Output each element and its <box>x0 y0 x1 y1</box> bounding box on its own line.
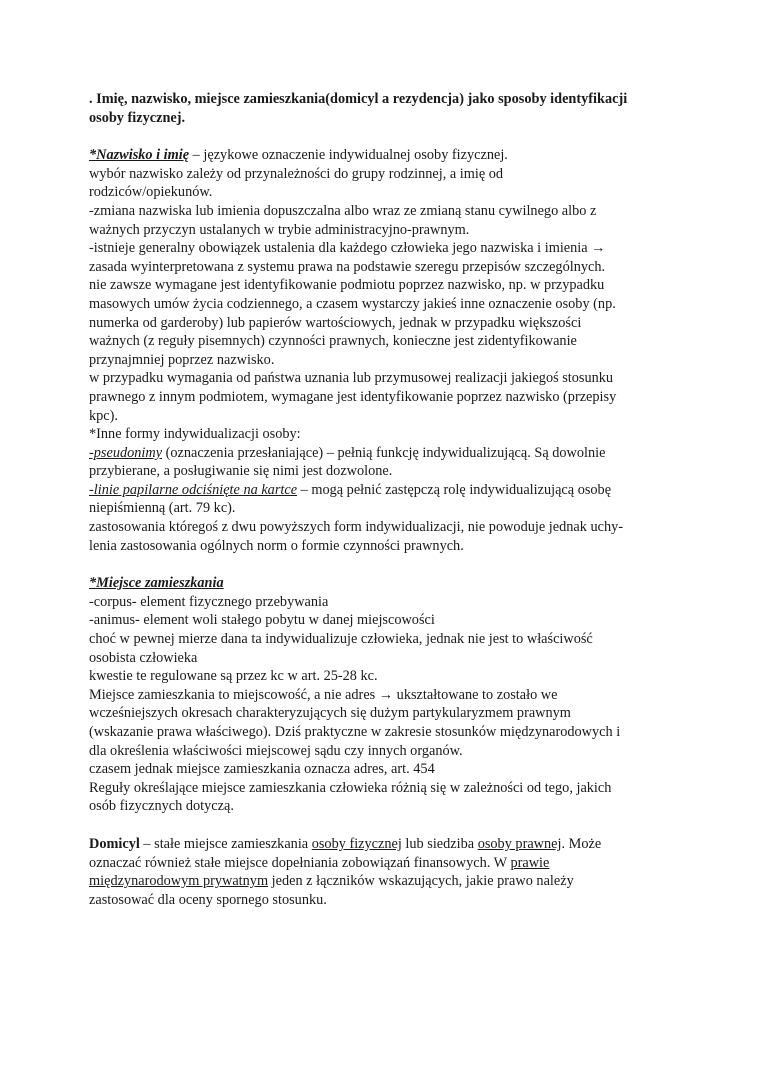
paragraph-line: lenia zastosowania ogólnych norm o formie czynności prawnych. <box>89 537 464 554</box>
paragraph-line: rodziców/opiekunów. <box>89 184 213 201</box>
linie-papilarne-definition: – mogą pełnić zastępczą rolę indywidualizującą osobę <box>297 481 612 498</box>
linie-papilarne-term: -linie papilarne odciśnięte na kartce <box>89 481 298 498</box>
paragraph-line: zasada wyinterpretowana z systemu prawa na podstawie szeregu przepisów szczególnych. <box>89 258 606 275</box>
osoby-fizycznej-link[interactable]: osoby fizycznej <box>311 835 402 852</box>
paragraph-line: przybierane, a posługiwanie się nimi jest dozwolone. <box>89 463 393 480</box>
paragraph-line: *Inne formy indywidualizacji osoby: <box>89 426 301 443</box>
domicyl-line-1 <box>89 835 689 854</box>
paragraph-line: przynajmniej poprzez nazwisko. <box>89 351 275 368</box>
spacer <box>89 816 689 835</box>
paragraph-line: Reguły określające miejsce zamieszkania człowieka różnią się w zależności od tego, jakich <box>89 779 612 796</box>
paragraph-line: (wskazanie prawa właściwego). Dziś praktyczne w zakresie stosunków międzynarodowych i <box>89 724 621 740</box>
domicyl-line-2 <box>89 854 689 873</box>
section-nazwisko-heading-line <box>89 146 689 165</box>
section-miejsce-heading: *Miejsce zamieszkania <box>89 575 224 592</box>
paragraph-line: numerka od garderoby) lub papierów wartościowych, jednak w przypadku większości <box>89 314 582 331</box>
spacer <box>89 555 689 574</box>
osoby-prawnej-link[interactable]: osoby prawnej <box>477 835 562 852</box>
paragraph-line: niepiśmienną (art. 79 kc). <box>89 500 236 517</box>
domicyl-text: lub siedziba <box>401 835 478 852</box>
paragraph-line: prawnego z innym podmiotem, wymagane jest identyfikowanie poprzez nazwisko (przepisy <box>89 388 617 405</box>
paragraph-line: w przypadku wymagania od państwa uznania lub przymusowej realizacji jakiegoś stosunku <box>89 370 614 387</box>
pseudonimy-line <box>89 444 689 463</box>
domicyl-text: jeden z łączników wskazujących, jakie prawo należy <box>268 873 574 890</box>
domicyl-line-4: zastosować dla oceny spornego stosunku. <box>89 891 327 908</box>
domicyl-line-3 <box>89 872 689 891</box>
section-nazwisko-definition: – językowe oznaczenie indywidualnej osoby fizycznej. <box>189 147 508 164</box>
paragraph-line: nie zawsze wymagane jest identyfikowanie podmiotu poprzez nazwisko, np. w przypadku <box>89 277 605 294</box>
paragraph-line: ważnych (z reguły pisemnych) czynności prawnych, konieczne jest zidentyfikowanie <box>89 333 577 350</box>
paragraph-line: osobista człowieka <box>89 649 198 666</box>
document-title-line-2: osoby fizycznej. <box>89 109 186 126</box>
paragraph-line: wybór nazwisko zależy od przynależności do grupy rodzinnej, a imię od <box>89 165 504 182</box>
paragraph-line: -animus- element woli stałego pobytu w danej miejscowości <box>89 612 435 629</box>
paragraph-line: kpc). <box>89 407 118 424</box>
paragraph-line: -istnieje generalny obowiązek ustalenia dla każdego człowieka jego nazwiska i imienia → <box>89 240 606 257</box>
domicyl-text: . Może <box>561 835 602 852</box>
pseudonimy-term: -pseudonimy <box>89 444 163 461</box>
paragraph-line: czasem jednak miejsce zamieszkania oznacza adres, art. 454 <box>89 761 435 778</box>
paragraph-line: choć w pewnej mierze dana ta indywidualizuje człowieka, jednak nie jest to właściwość <box>89 631 593 648</box>
paragraph-line: Miejsce zamieszkania to miejscowość, a nie adres → ukształtowane to zostało we <box>89 686 558 703</box>
paragraph-line: -corpus- element fizycznego przebywania <box>89 593 329 610</box>
domicyl-term: Domicyl <box>89 835 140 852</box>
paragraph-line: wcześniejszych okresach charakteryzujących się dużym partykularyzmem prawnym <box>89 705 571 722</box>
section-nazwisko-heading: *Nazwisko i imię <box>89 147 190 164</box>
linie-papilarne-line <box>89 481 689 500</box>
prawie-link[interactable]: prawie <box>510 854 550 871</box>
miedzynarodowym-prywatnym-link[interactable]: międzynarodowym prywatnym <box>89 873 269 890</box>
domicyl-text: – stałe miejsce zamieszkania <box>139 835 312 852</box>
document-page <box>89 90 689 909</box>
paragraph-line: dla określenia właściwości miejscowej sądu czy innych organów. <box>89 742 463 759</box>
paragraph-line: masowych umów życia codziennego, a czasem wystarczy jakieś inne oznaczenie osoby (np. <box>89 295 616 312</box>
domicyl-text: oznaczać również stałe miejsce dopełniania zobowiązań finansowych. W <box>89 854 511 871</box>
paragraph-line: osób fizycznych dotyczą. <box>89 798 234 815</box>
spacer <box>89 127 689 146</box>
section-miejsce-heading-line <box>89 574 689 593</box>
paragraph-line: ważnych przyczyn ustalanych w trybie administracyjno-prawnym. <box>89 221 470 238</box>
paragraph-line: -zmiana nazwiska lub imienia dopuszczalna albo wraz ze zmianą stanu cywilnego albo z <box>89 202 597 219</box>
pseudonimy-definition: (oznaczenia przesłaniające) – pełnią funkcję indywidualizującą. Są dowolnie <box>162 444 606 461</box>
paragraph-line: zastosowania któregoś z dwu powyższych form indywidualizacji, nie powoduje jednak uchy- <box>89 519 623 536</box>
document-title-line-1: . Imię, nazwisko, miejsce zamieszkania(domicyl a rezydencja) jako sposoby identyfikacji <box>89 91 628 107</box>
paragraph-line: kwestie te regulowane są przez kc w art. 25-28 kc. <box>89 668 378 685</box>
